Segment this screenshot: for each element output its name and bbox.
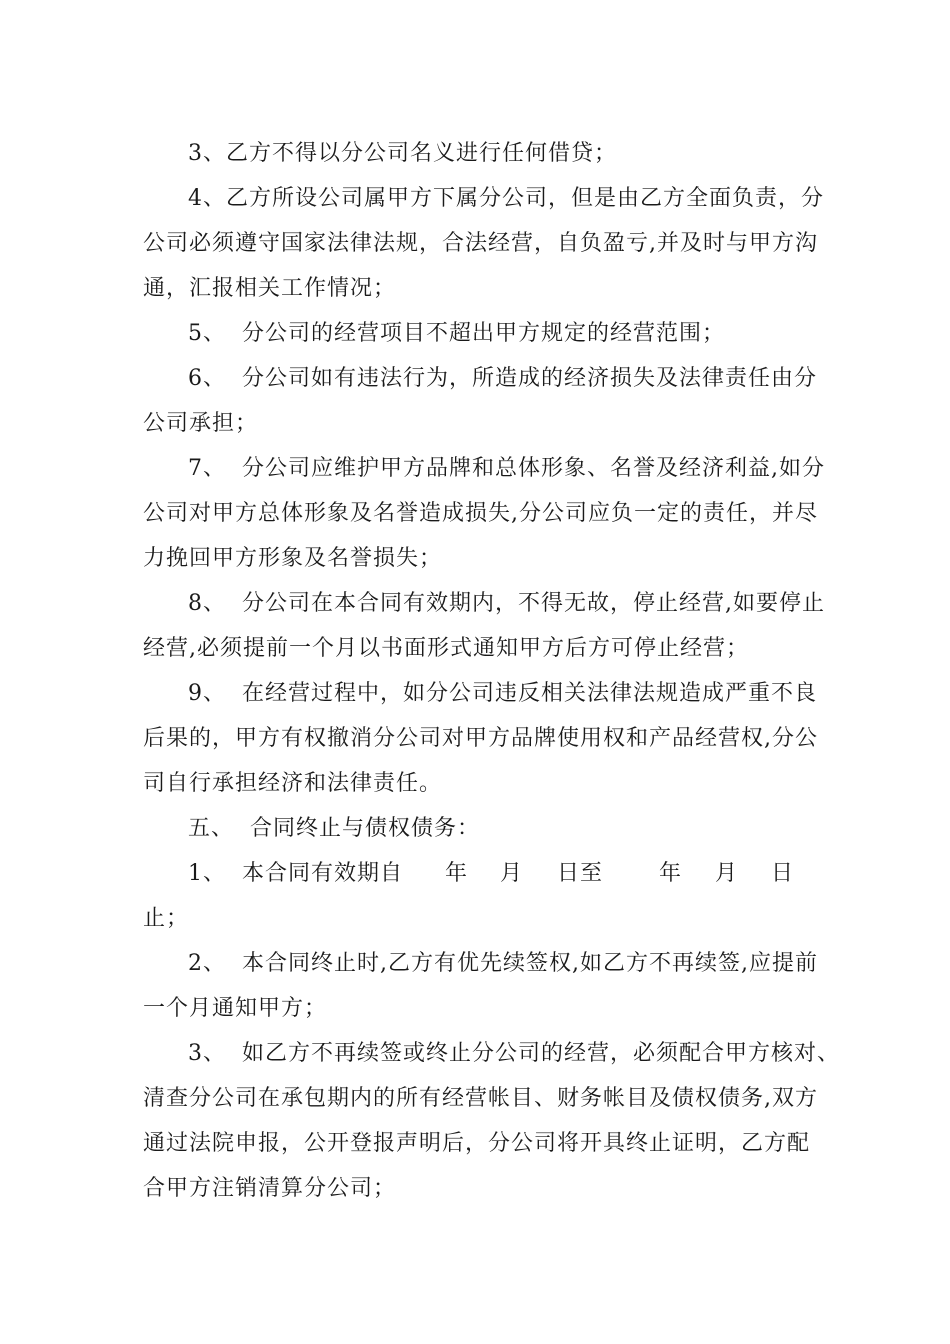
text-line: 经营,必须提前一个月以书面形式通知甲方后方可停止经营；: [143, 636, 749, 661]
text-line: 止；: [143, 906, 190, 931]
text-line: 5、 分公司的经营项目不超出甲方规定的经营范围；: [188, 321, 725, 346]
text-line: 1、 本合同有效期自: [188, 861, 403, 886]
text-line: 8、 分公司在本合同有效期内，不得无故，停止经营,如要停止: [188, 591, 825, 616]
text-line: 一个月通知甲方；: [143, 996, 328, 1021]
date-blank-day: 日: [771, 861, 795, 886]
section-heading: 五、 合同终止与债权债务：: [188, 816, 480, 841]
text-line: 通过法院申报，公开登报声明后，分公司将开具终止证明，乙方配: [143, 1131, 811, 1156]
text-line: 6、 分公司如有违法行为，所造成的经济损失及法律责任由分: [188, 366, 817, 391]
text-line: 7、 分公司应维护甲方品牌和总体形象、名誉及经济利益,如分: [188, 456, 825, 481]
text-line: 力挽回甲方形象及名誉损失；: [143, 546, 443, 571]
text-line: 公司承担；: [143, 411, 259, 436]
text-line: 4、乙方所设公司属甲方下属分公司，但是由乙方全面负责，分: [188, 186, 824, 211]
date-blank-day: 日至: [557, 861, 604, 886]
text-line: 司自行承担经济和法律责任。: [143, 771, 443, 796]
text-line: 公司必须遵守国家法律法规，合法经营，自负盈亏,并及时与甲方沟: [143, 231, 818, 256]
date-blank-month: 月: [500, 861, 524, 886]
date-blank-month: 月: [715, 861, 739, 886]
text-line: 通，汇报相关工作情况；: [143, 276, 397, 301]
text-line: 9、 在经营过程中，如分公司违反相关法律法规造成严重不良: [188, 681, 817, 706]
text-line: 合甲方注销清算分公司；: [143, 1176, 397, 1201]
text-line: 公司对甲方总体形象及名誉造成损失,分公司应负一定的责任，并尽: [143, 501, 818, 526]
date-blank-year: 年: [659, 861, 683, 886]
text-line: 3、 如乙方不再续签或终止分公司的经营，必须配合甲方核对、: [188, 1041, 840, 1066]
text-line: 2、 本合同终止时,乙方有优先续签权,如乙方不再续签,应提前: [188, 951, 818, 976]
text-line: 后果的，甲方有权撤消分公司对甲方品牌使用权和产品经营权,分公: [143, 726, 818, 751]
text-line: 3、乙方不得以分公司名义进行任何借贷；: [188, 141, 617, 166]
text-line: 清查分公司在承包期内的所有经营帐目、财务帐目及债权债务,双方: [143, 1086, 818, 1111]
date-blank-year: 年: [445, 861, 469, 886]
